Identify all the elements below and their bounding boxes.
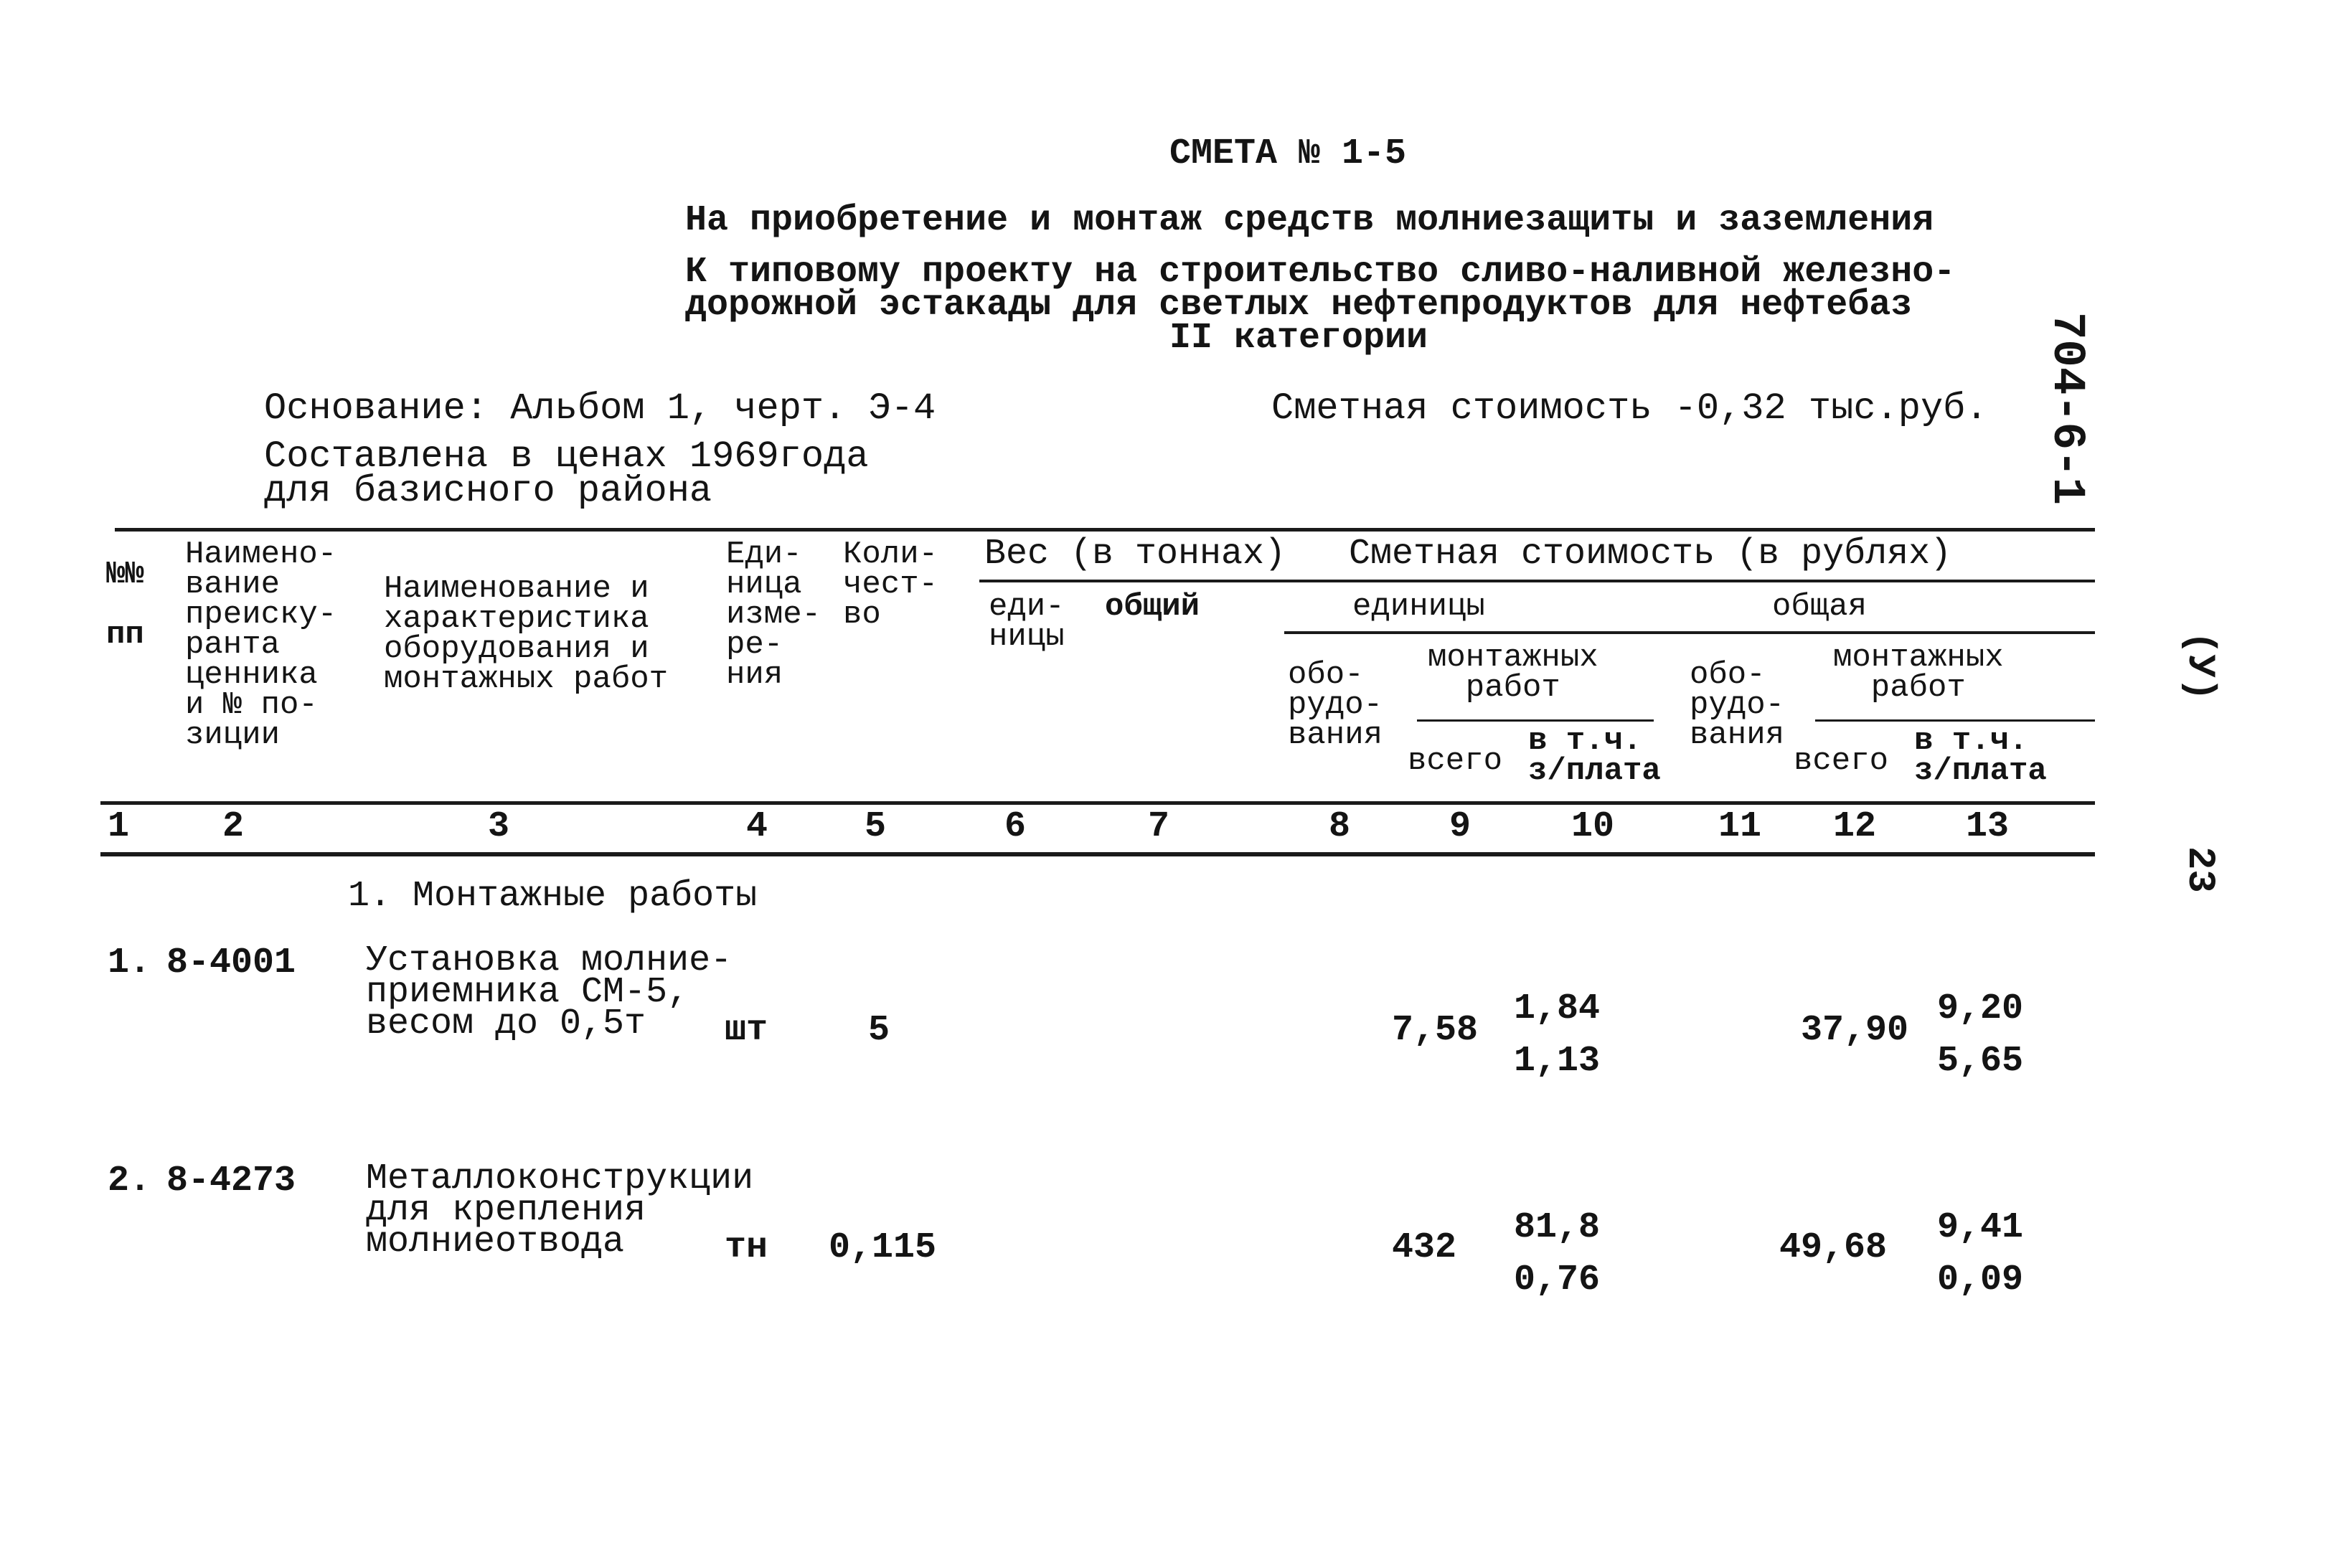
column-number-11: 11	[1718, 806, 1762, 847]
column-number-3: 3	[488, 806, 510, 847]
prices-line-2: для базисного района	[264, 470, 712, 512]
weight-group-header: Вес (в тоннах)	[984, 534, 1286, 575]
project-line-1: К типовому проекту на строительство сливо-наливной железно-	[685, 252, 1956, 293]
row-1-number: 1.	[108, 943, 151, 983]
group-rule	[979, 580, 2095, 582]
margin-mark: (У)	[2177, 631, 2221, 702]
row-1-unit: шт	[725, 1010, 768, 1051]
row-1-mount-unit-wage: 1,13	[1514, 1041, 1601, 1082]
cost-total-header: общая	[1772, 589, 1868, 625]
cost-subgroup-rule	[1284, 631, 2095, 634]
mounting-total-header: монтажных работ	[1833, 640, 2004, 706]
header-col-2: Наимено- вание преиску- ранта ценника и № по- зиции	[185, 537, 337, 753]
mounting-unit-header: монтажных работ	[1428, 640, 1598, 706]
table-top-rule	[115, 528, 2095, 532]
row-2-name: Металлоконструкции для крепления молниеотвода	[366, 1158, 754, 1262]
section-title: 1. Монтажные работы	[348, 876, 758, 917]
row-2-mount-total: 9,41	[1937, 1207, 2024, 1248]
cost-group-header: Сметная стоимость (в рублях)	[1349, 534, 1952, 575]
cost-unit-header: единицы	[1352, 589, 1485, 625]
header-col-5: Коли- чест- во	[843, 537, 938, 633]
equipment-unit-header: обо- рудо- вания	[1288, 657, 1383, 753]
estimated-cost: Сметная стоимость -0,32 тыс.руб.	[1271, 387, 1988, 430]
all-unit-header: всего	[1408, 743, 1503, 779]
column-number-9: 9	[1449, 806, 1471, 847]
row-2-code: 8-4273	[166, 1161, 296, 1201]
row-1-code: 8-4001	[166, 943, 296, 983]
header-col-1: №№ пп	[106, 557, 144, 653]
basis-line: Основание: Альбом 1, черт. Э-4	[264, 387, 936, 430]
project-line-2: дорожной эстакады для светлых нефтепродуктов для нефтебаз	[685, 285, 1913, 326]
margin-code: 704-6-1	[2040, 312, 2092, 505]
column-number-6: 6	[1004, 806, 1027, 847]
column-number-1: 1	[108, 806, 130, 847]
row-2-unit: тн	[725, 1227, 768, 1268]
equipment-total-header: обо- рудо- вания	[1690, 657, 1785, 753]
project-line-3: II категории	[1169, 318, 1428, 359]
row-2-equip-unit: 432	[1392, 1227, 1457, 1268]
row-1-mount-total: 9,20	[1937, 988, 2024, 1029]
column-number-8: 8	[1329, 806, 1351, 847]
row-2-qty: 0,115	[829, 1227, 937, 1268]
wage-unit-header: в т.ч. з/плата	[1528, 723, 1661, 789]
wage-total-header: в т.ч. з/плата	[1914, 723, 2047, 789]
header-col-3: Наименование и характеристика оборудования и монтажных работ	[384, 571, 669, 697]
row-1-qty: 5	[868, 1010, 890, 1051]
mount-unit-rule	[1417, 719, 1654, 722]
row-1-name: Установка молние- приемника СМ-5, весом до 0,5т	[366, 940, 733, 1044]
row-2-number: 2.	[108, 1161, 151, 1201]
row-1-equip-total: 37,90	[1801, 1010, 1909, 1051]
row-2-equip-total: 49,68	[1779, 1227, 1888, 1268]
row-2-mount-unit-total: 81,8	[1514, 1207, 1601, 1248]
row-1-mount-unit-total: 1,84	[1514, 988, 1601, 1029]
column-number-2: 2	[222, 806, 245, 847]
column-number-7: 7	[1148, 806, 1170, 847]
row-2-mount-unit-wage: 0,76	[1514, 1260, 1601, 1300]
header-bottom-rule	[100, 801, 2095, 805]
prices-line-1: Составлена в ценах 1969года	[264, 435, 869, 478]
estimate-title: СМЕТА № 1-5	[1169, 133, 1407, 174]
column-number-4: 4	[746, 806, 768, 847]
estimate-subtitle: На приобретение и монтаж средств молниезащиты и заземления	[685, 200, 1934, 241]
header-col-4: Еди- ница изме- ре- ния	[726, 537, 821, 693]
column-number-5: 5	[865, 806, 887, 847]
page-number: 23	[2177, 846, 2221, 893]
weight-unit-header: еди- ницы	[989, 589, 1065, 655]
all-total-header: всего	[1794, 743, 1889, 779]
column-number-10: 10	[1571, 806, 1615, 847]
weight-total-header: общий	[1105, 589, 1200, 625]
row-1-equip-unit: 7,58	[1392, 1010, 1479, 1051]
row-1-mount-total-wage: 5,65	[1937, 1041, 2024, 1082]
column-numbers-rule	[100, 852, 2095, 856]
column-number-12: 12	[1833, 806, 1877, 847]
column-number-13: 13	[1966, 806, 2010, 847]
row-2-mount-total-wage: 0,09	[1937, 1260, 2024, 1300]
mount-total-rule	[1815, 719, 2095, 722]
